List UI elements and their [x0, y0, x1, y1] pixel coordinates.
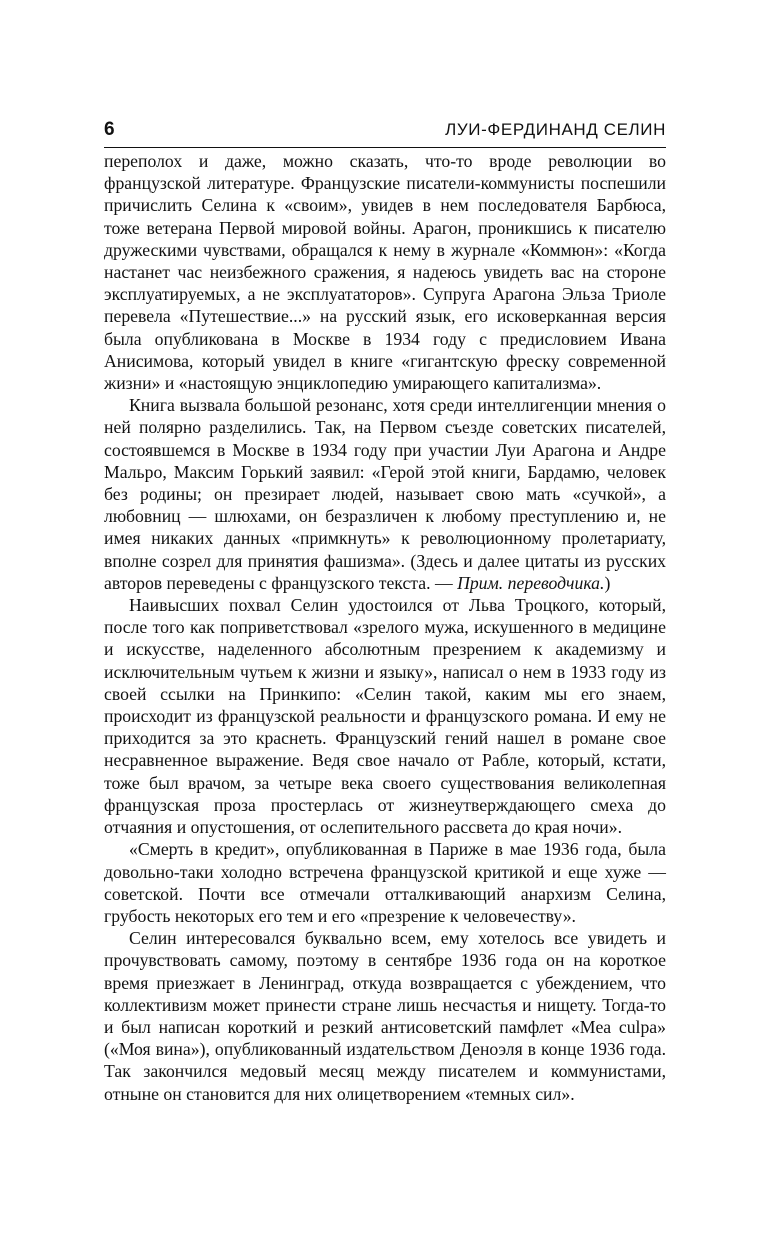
paragraph-3: Наивысших похвал Селин удостоился от Льва Троцкого, который, после того как поприветствовал «зрелого мужа, искушенного в медицине и искусстве, наделенного абсолютным презрением к академизму и исключительным чутьем к жизни и языку», написал о нем в 1933 году из своей ссылки на Принкипо: «Селин такой, каким мы его знаем, происходит из французской реальности и французского романа. И ему не приходится за это краснеть. Французский гений нашел в романе свое несравненное выражение. Ведя свое начало от Рабле, который, кстати, тоже был врачом, за четыре века своего существования великолепная французская проза простерлась от жизнеутверждающего смеха до отчаяния и опустошения, от ослепительного рассвета до края ночи».: [104, 595, 666, 838]
paragraph-2-tail: ): [604, 572, 611, 593]
paragraph-2: [104, 394, 666, 594]
paragraph-4: «Смерть в кредит», опубликованная в Париже в мае 1936 года, была довольно-таки холодно встречена французской критикой и еще хуже — советской. Почти все отмечали отталкивающий анархизм Селина, грубость некоторых его тем и его «презрение к человечеству».: [104, 839, 666, 926]
translator-note: Прим. переводчика.: [457, 572, 605, 593]
paragraph-5: Селин интересовался буквально всем, ему хотелось все увидеть и прочувствовать самому, поэтому в сентябре 1936 года он на короткое время приезжает в Ленинград, откуда возвращается с убеждением, что коллективизм может принести стране лишь несчастья и нищету. Тогда-то и был написан короткий и резкий антисоветский памфлет «Mea culpa» («Моя вина»), опубликованный издательством Деноэля в конце 1936 года. Так закончился медовый месяц между писателем и коммунистами, отныне он становится для них олицетворением «темных сил».: [104, 928, 666, 1104]
page-number: 6: [104, 119, 115, 140]
body-text: [104, 150, 666, 1105]
header-rule: [104, 147, 666, 148]
paragraph-2-text: Книга вызвала большой резонанс, хотя среди интеллигенции мнения о ней полярно разделились. Так, на Первом съезде советских писателей, состоявшемся в Москве в 1934 году при участии Луи Арагона и Андре Мальро, Максим Горький заявил: «Герой этой книги, Бардамю, человек без родины; он презирает людей, называет свою мать «сучкой», а любовниц — шлюхами, он безразличен к любому преступлению и, не имея никаких данных «примкнуть» к революционному пролетариату, вполне созрел для принятия фашизма». (Здесь и далее цитаты из русских авторов переведены с французского текста. —: [104, 395, 666, 593]
running-head: [104, 116, 666, 144]
running-title: ЛУИ-ФЕРДИНАНД СЕЛИН: [445, 120, 666, 139]
paragraph-1: переполох и даже, можно сказать, что-то вроде революции во французской литературе. Французские писатели-коммунисты поспешили причислить Селина к «своим», увидев в нем последователя Барбюса, тоже ветерана Первой мировой войны. Арагон, проникшись к писателю дружескими чувствами, обращался к нему в журнале «Коммюн»: «Когда настанет час неизбежного сражения, я надеюсь увидеть вас на стороне эксплуатируемых, а не эксплуататоров». Супруга Арагона Эльза Триоле перевела «Путешествие...» на русский язык, его исковерканная версия была опубликована в Москве в 1934 году с предисловием Ивана Анисимова, который увидел в книге «гигантскую фреску современной жизни» и «настоящую энциклопедию умирающего капитализма».: [104, 151, 666, 394]
